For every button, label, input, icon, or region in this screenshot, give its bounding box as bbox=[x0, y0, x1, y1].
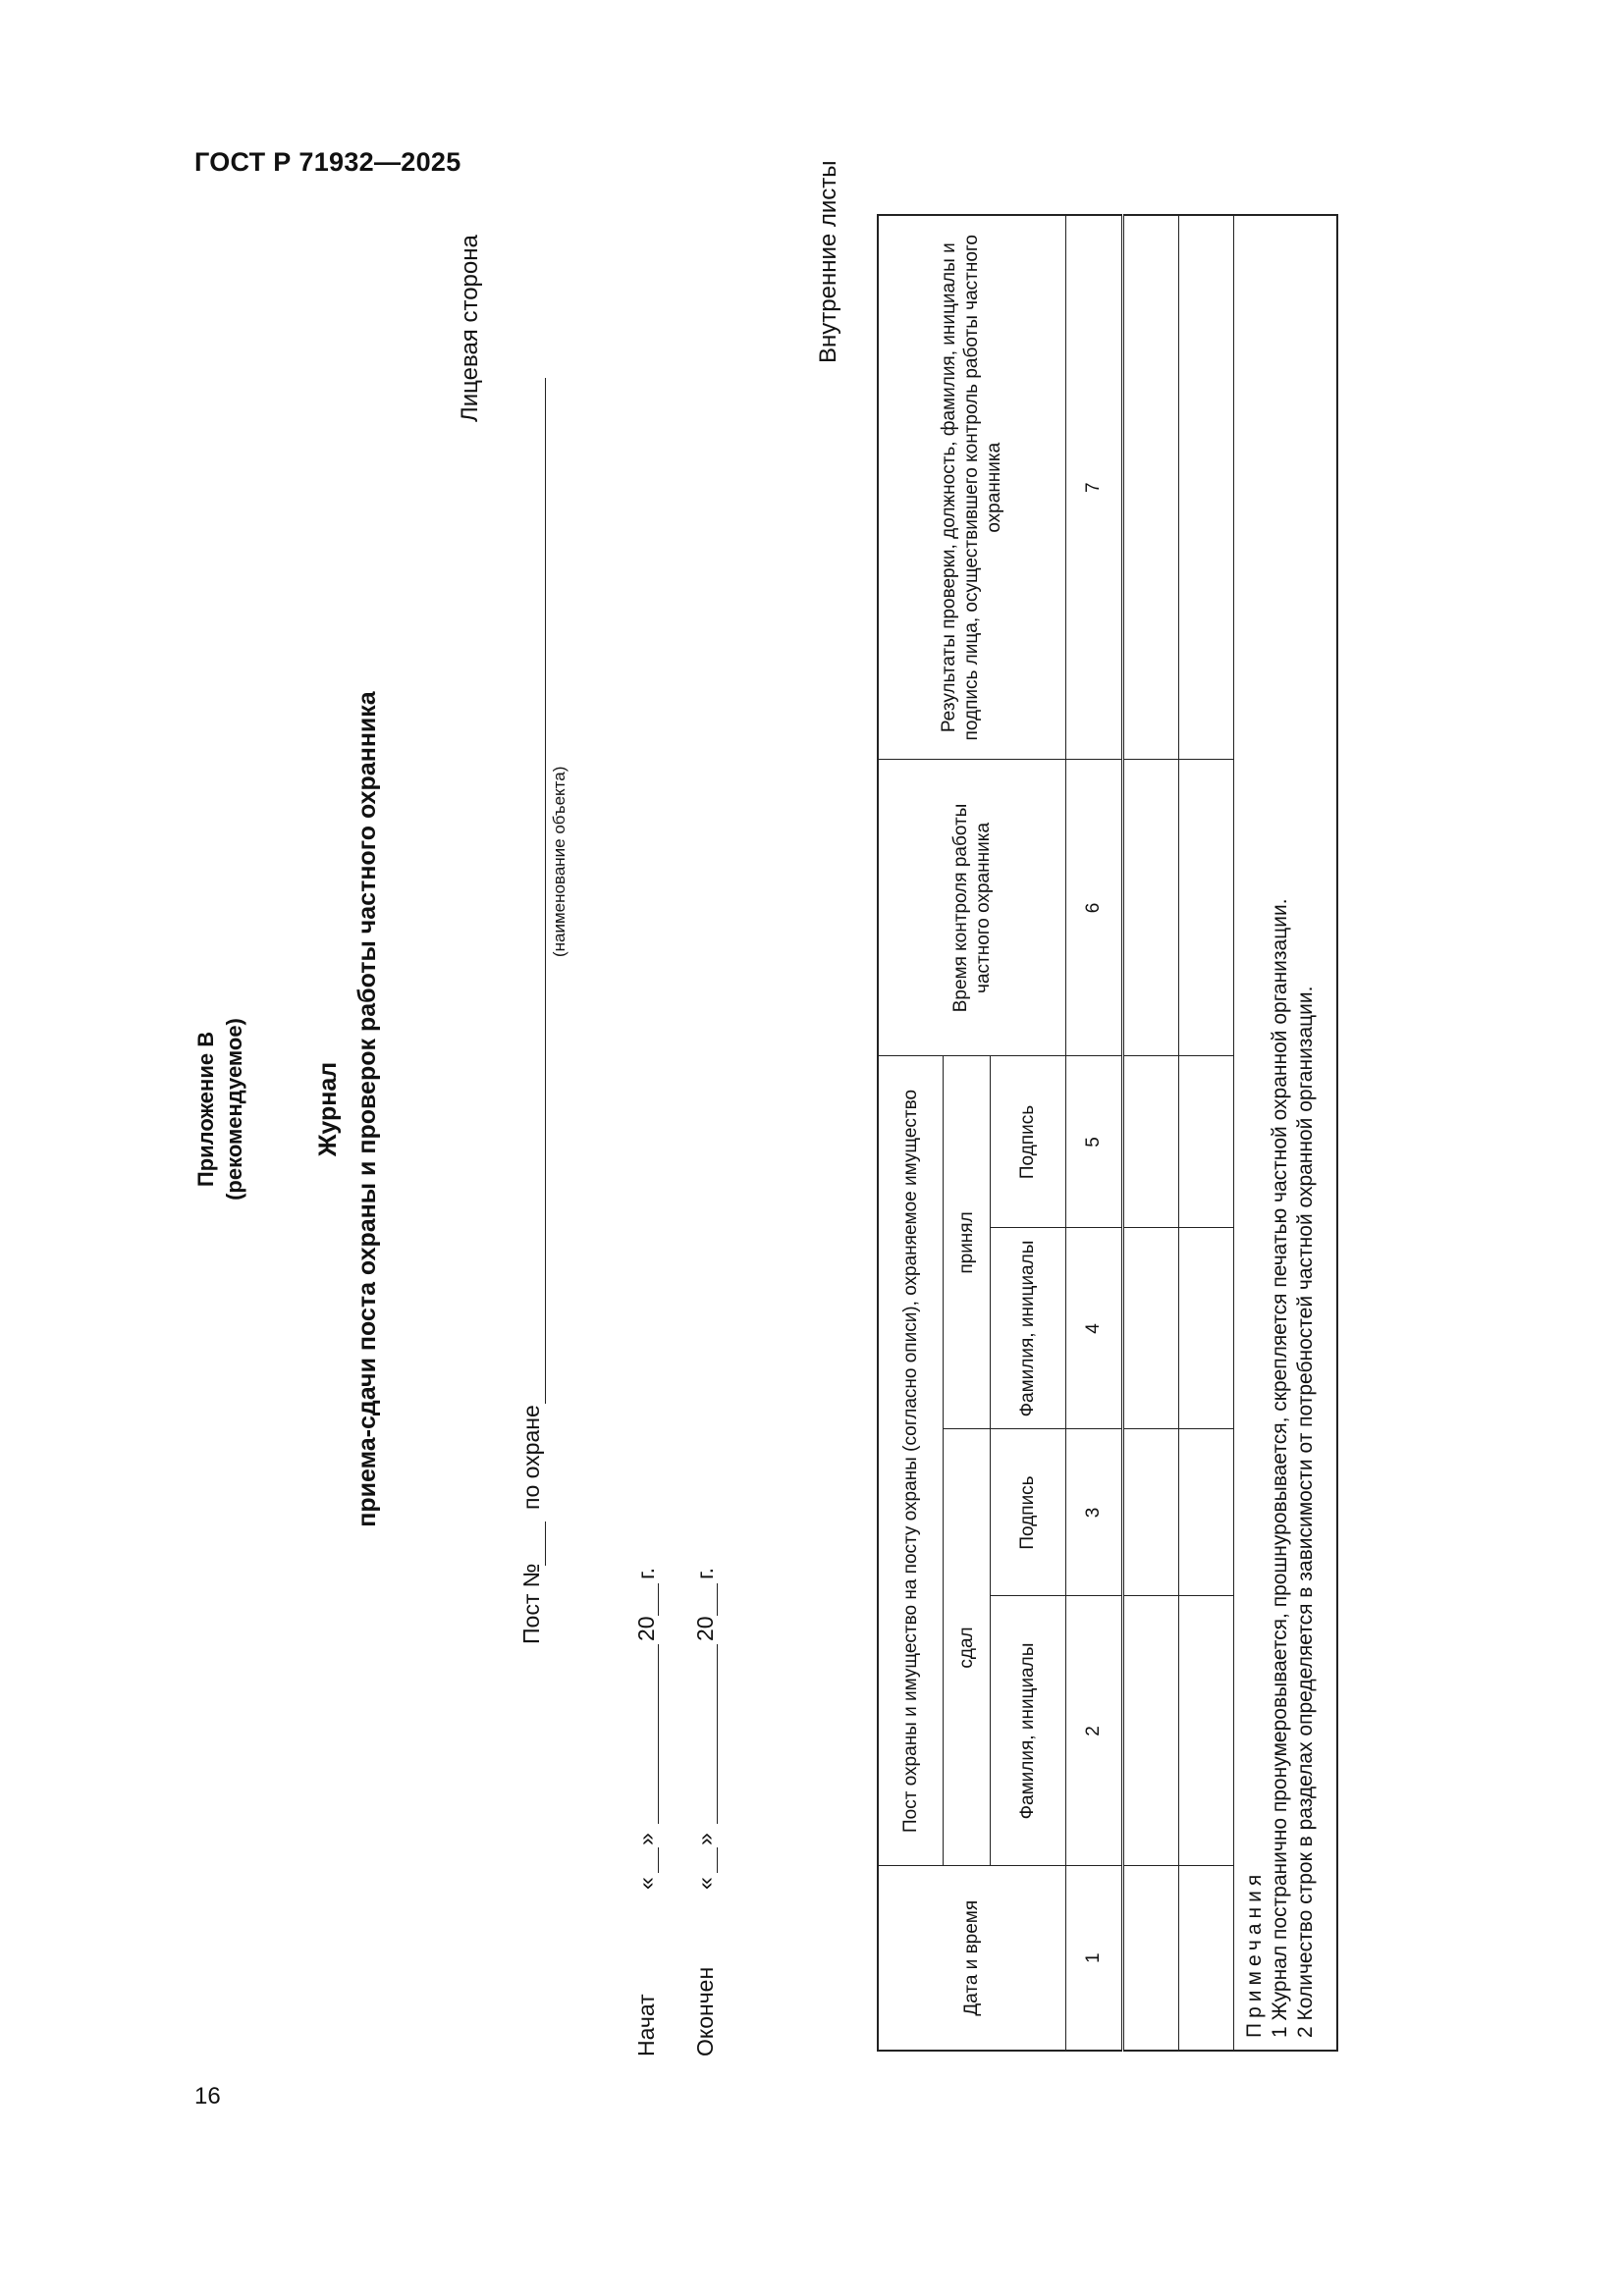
column-number: 6 bbox=[1065, 760, 1122, 1056]
guard-label: по охране bbox=[518, 1405, 544, 1510]
column-number: 1 bbox=[1065, 1866, 1122, 2051]
column-numbers-row bbox=[1065, 215, 1122, 2051]
table-cell bbox=[1178, 760, 1233, 1056]
table-cell bbox=[1122, 1596, 1178, 1866]
started-open-quote: « bbox=[633, 1877, 659, 1890]
document-code: ГОСТ Р 71932—2025 bbox=[194, 147, 461, 177]
table-cell bbox=[1122, 1228, 1178, 1429]
journal-title: Журнал bbox=[314, 1061, 342, 1157]
column-number: 3 bbox=[1065, 1429, 1122, 1596]
started-year-prefix: 20 bbox=[633, 1616, 659, 1641]
post-number-label: Пост № bbox=[518, 1563, 544, 1644]
header-date-time: Дата и время bbox=[878, 1866, 1065, 2051]
table-row bbox=[1122, 215, 1178, 2051]
appendix-status: (рекомендуемое) bbox=[222, 1018, 246, 1201]
finished-year-blank bbox=[717, 1583, 718, 1616]
table-cell bbox=[1178, 1596, 1233, 1866]
table-cell bbox=[1178, 1056, 1233, 1228]
table-cell bbox=[1122, 1866, 1178, 2051]
object-name-blank bbox=[545, 378, 546, 1404]
header-surname-initials-handed: Фамилия, инициалы bbox=[990, 1596, 1065, 1866]
journal-subtitle: приема-сдачи поста охраны и проверок работы частного охранника bbox=[353, 691, 381, 1527]
table-cell bbox=[1178, 1228, 1233, 1429]
header-handed-over: сдал bbox=[943, 1429, 990, 1866]
appendix-title: Приложение В bbox=[193, 1031, 218, 1188]
notes-cell bbox=[1233, 215, 1337, 2051]
started-close-quote: » bbox=[633, 1833, 659, 1845]
inner-sheets-label: Внутренние листы bbox=[815, 160, 841, 363]
column-number: 2 bbox=[1065, 1596, 1122, 1866]
started-year-blank bbox=[658, 1583, 659, 1616]
table-cell bbox=[1122, 760, 1178, 1056]
column-number: 4 bbox=[1065, 1228, 1122, 1429]
header-check-results: Результаты проверки, должность, фамилия, инициалы и подпись лица, осуществившего контроль работы частного охранника bbox=[878, 215, 1065, 760]
finished-label: Окончен bbox=[692, 1966, 718, 2056]
rotated-page-content bbox=[147, 128, 1424, 2091]
header-post-property: Пост охраны и имущество на посту охраны (согласно описи), охраняемое имущество bbox=[878, 1056, 943, 1866]
note-item-2: 2 Количество строк в разделах определяется в зависимости от потребностей частной охранной организации. bbox=[1293, 986, 1317, 2038]
column-number: 5 bbox=[1065, 1056, 1122, 1228]
table-cell bbox=[1178, 215, 1233, 760]
header-signature-handed: Подпись bbox=[990, 1429, 1065, 1596]
object-name-hint: (наименование объекта) bbox=[550, 766, 568, 957]
appendix-heading bbox=[191, 128, 248, 2091]
finished-year-prefix: 20 bbox=[692, 1616, 718, 1641]
table-cell bbox=[1178, 1429, 1233, 1596]
finished-open-quote: « bbox=[692, 1877, 718, 1890]
column-number: 7 bbox=[1065, 215, 1122, 760]
header-signature-accepted: Подпись bbox=[990, 1056, 1065, 1228]
page-number: 16 bbox=[194, 2083, 221, 2109]
notes-heading: Примечания bbox=[1242, 1869, 1266, 2038]
table-cell bbox=[1122, 215, 1178, 760]
header-accepted: принял bbox=[943, 1056, 990, 1429]
table-cell bbox=[1122, 1056, 1178, 1228]
started-year-suffix: г. bbox=[633, 1568, 659, 1579]
finished-close-quote: » bbox=[692, 1833, 718, 1845]
notes-row bbox=[1233, 215, 1337, 2051]
table-cell bbox=[1178, 1866, 1233, 2051]
started-month-blank bbox=[658, 1644, 659, 1824]
journal-heading bbox=[308, 128, 387, 2091]
header-surname-initials-accepted: Фамилия, инициалы bbox=[990, 1228, 1065, 1429]
started-label: Начат bbox=[633, 1994, 659, 2056]
table-cell bbox=[1122, 1429, 1178, 1596]
front-side-label: Лицевая сторона bbox=[457, 235, 483, 422]
finished-month-blank bbox=[717, 1644, 718, 1824]
finished-day-blank bbox=[717, 1847, 718, 1873]
header-control-time: Время контроля работы частного охранника bbox=[878, 760, 1065, 1056]
journal-table bbox=[877, 214, 1338, 2052]
started-day-blank bbox=[658, 1847, 659, 1873]
post-number-blank bbox=[545, 1522, 546, 1566]
table-row bbox=[1178, 215, 1233, 2051]
finished-year-suffix: г. bbox=[692, 1568, 718, 1579]
note-item-1: 1 Журнал постранично пронумеровывается, прошнуровывается, скрепляется печатью частной охранной организации. bbox=[1268, 898, 1291, 2038]
